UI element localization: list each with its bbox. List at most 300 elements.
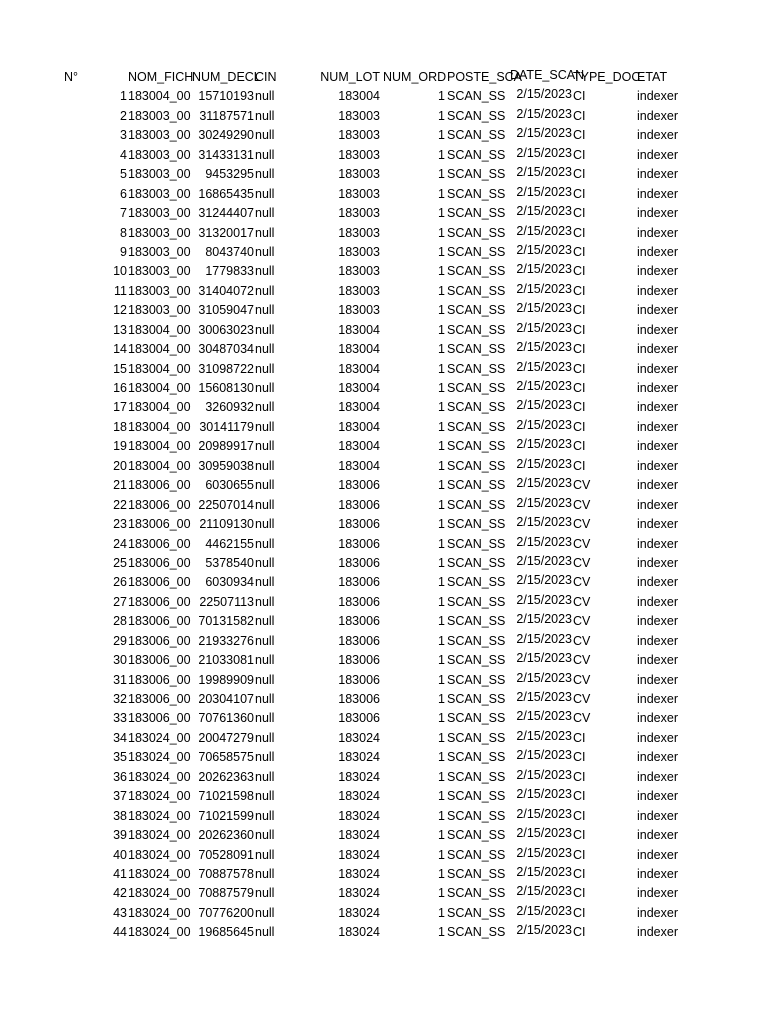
etat-cell: indexer (637, 886, 678, 901)
poste-scan-cell: SCAN_SS (447, 614, 506, 629)
nom-fich-cell: 183024_00 (128, 905, 191, 920)
num-decl-cell: 20047279 (198, 730, 254, 745)
nom-fich-cell: 183004_00 (128, 361, 191, 376)
nom-fich-cell: 183006_00 (128, 711, 191, 726)
table-row (0, 884, 768, 903)
date-scan-cell: 2/15/2023 (516, 787, 572, 802)
cin-cell: null (255, 206, 275, 221)
num-decl-cell: 15608130 (198, 381, 254, 395)
num-ord-cell: 1 (438, 517, 445, 532)
num-lot-cell: 183004 (338, 322, 380, 337)
num-ord-cell: 1 (438, 769, 445, 784)
num-decl-cell: 21033081 (198, 653, 254, 668)
row-number: 32 (113, 692, 127, 706)
num-lot-cell: 183024 (338, 808, 380, 823)
header-num-decl: NUM_DECL (192, 70, 261, 84)
row-number: 5 (120, 167, 127, 182)
row-number: 1 (120, 89, 127, 104)
nom-fich-cell: 183006_00 (128, 594, 191, 609)
etat-cell: indexer (637, 828, 678, 843)
etat-cell: indexer (637, 536, 678, 551)
num-lot-cell: 183006 (338, 692, 380, 706)
num-lot-cell: 183006 (338, 555, 380, 570)
header-date-scan: DATE_SCAN (510, 68, 585, 82)
type-doc-cell: CV (573, 555, 591, 570)
etat-cell: indexer (637, 186, 678, 201)
poste-scan-cell: SCAN_SS (447, 769, 506, 784)
num-lot-cell: 183024 (338, 905, 380, 920)
num-lot-cell: 183004 (338, 419, 380, 434)
date-scan-cell: 2/15/2023 (516, 145, 572, 160)
cin-cell: null (255, 672, 275, 687)
type-doc-cell: CV (573, 711, 591, 726)
type-doc-cell: CV (573, 478, 591, 493)
date-scan-cell: 2/15/2023 (516, 126, 572, 141)
header-num-ord: NUM_ORD (383, 70, 447, 84)
num-lot-cell: 183003 (338, 128, 380, 143)
num-ord-cell: 1 (438, 711, 445, 726)
num-decl-cell: 19989909 (198, 672, 254, 687)
num-decl-cell: 6030655 (205, 478, 254, 493)
type-doc-cell: CI (573, 730, 586, 745)
nom-fich-cell: 183003_00 (128, 264, 191, 279)
row-number: 13 (113, 322, 127, 337)
row-number: 18 (113, 419, 127, 434)
num-decl-cell: 20262360 (198, 828, 254, 843)
etat-cell: indexer (637, 847, 678, 862)
table-row (0, 379, 768, 398)
nom-fich-cell: 183006_00 (128, 692, 191, 706)
type-doc-cell: CI (573, 439, 586, 454)
table-row (0, 107, 768, 126)
poste-scan-cell: SCAN_SS (447, 692, 506, 706)
row-number: 30 (113, 653, 127, 668)
row-number: 28 (113, 614, 127, 629)
num-ord-cell: 1 (438, 789, 445, 804)
num-decl-cell: 5378540 (205, 555, 254, 570)
num-decl-cell: 30141179 (199, 419, 254, 434)
num-ord-cell: 1 (438, 555, 445, 570)
header-type-doc: TYPE_DOC (573, 70, 641, 84)
cin-cell: null (255, 730, 275, 745)
etat-cell: indexer (637, 128, 678, 143)
row-number: 43 (113, 905, 127, 920)
nom-fich-cell: 183024_00 (128, 886, 191, 901)
date-scan-cell: 2/15/2023 (516, 884, 572, 899)
num-ord-cell: 1 (438, 89, 445, 104)
num-ord-cell: 1 (438, 342, 445, 357)
etat-cell: indexer (637, 439, 678, 454)
num-lot-cell: 183003 (338, 167, 380, 182)
type-doc-cell: CV (573, 517, 591, 532)
poste-scan-cell: SCAN_SS (447, 478, 506, 493)
poste-scan-cell: SCAN_SS (447, 866, 506, 881)
num-decl-cell: 4462155 (205, 536, 254, 551)
poste-scan-cell: SCAN_SS (447, 147, 506, 162)
num-ord-cell: 1 (438, 594, 445, 609)
num-decl-cell: 70528091 (198, 847, 254, 862)
nom-fich-cell: 183006_00 (128, 536, 191, 551)
cin-cell: null (255, 711, 275, 726)
num-decl-cell: 21109130 (199, 517, 254, 532)
poste-scan-cell: SCAN_SS (447, 342, 506, 357)
num-decl-cell: 30249290 (198, 128, 254, 143)
table-row (0, 126, 768, 145)
date-scan-cell: 2/15/2023 (516, 223, 572, 238)
num-decl-cell: 30487034 (198, 342, 254, 357)
table-row (0, 651, 768, 670)
num-lot-cell: 183004 (338, 400, 380, 415)
num-lot-cell: 183024 (338, 769, 380, 784)
date-scan-cell: 2/15/2023 (516, 690, 572, 704)
num-decl-cell: 22507014 (198, 497, 254, 512)
etat-cell: indexer (637, 225, 678, 240)
poste-scan-cell: SCAN_SS (447, 517, 506, 532)
type-doc-cell: CI (573, 186, 586, 201)
nom-fich-cell: 183024_00 (128, 769, 191, 784)
cin-cell: null (255, 808, 275, 823)
type-doc-cell: CI (573, 322, 586, 337)
cin-cell: null (255, 322, 275, 337)
num-decl-cell: 71021599 (198, 808, 254, 823)
row-number: 4 (120, 147, 127, 162)
nom-fich-cell: 183024_00 (128, 750, 191, 765)
num-decl-cell: 6030934 (205, 575, 254, 590)
table-row (0, 535, 768, 554)
table-row (0, 787, 768, 806)
num-ord-cell: 1 (438, 750, 445, 765)
etat-cell: indexer (637, 730, 678, 745)
etat-cell: indexer (637, 419, 678, 434)
nom-fich-cell: 183024_00 (128, 847, 191, 862)
table-row (0, 243, 768, 262)
num-lot-cell: 183006 (338, 633, 380, 648)
etat-cell: indexer (637, 342, 678, 357)
num-decl-cell: 31244407 (198, 206, 254, 221)
poste-scan-cell: SCAN_SS (447, 206, 506, 221)
row-number: 20 (113, 458, 127, 473)
cin-cell: null (255, 886, 275, 901)
poste-scan-cell: SCAN_SS (447, 497, 506, 512)
nom-fich-cell: 183024_00 (128, 730, 191, 745)
date-scan-cell: 2/15/2023 (516, 923, 572, 938)
date-scan-cell: 2/15/2023 (516, 709, 572, 724)
num-lot-cell: 183006 (338, 478, 380, 493)
num-decl-cell: 20989917 (198, 439, 254, 454)
etat-cell: indexer (637, 866, 678, 881)
nom-fich-cell: 183003_00 (128, 186, 191, 201)
poste-scan-cell: SCAN_SS (447, 419, 506, 434)
num-lot-cell: 183003 (338, 186, 380, 201)
num-lot-cell: 183004 (338, 361, 380, 376)
table-row (0, 709, 768, 728)
date-scan-cell: 2/15/2023 (516, 515, 572, 530)
etat-cell: indexer (637, 167, 678, 182)
poste-scan-cell: SCAN_SS (447, 925, 506, 940)
table-body (0, 87, 768, 942)
etat-cell: indexer (637, 322, 678, 337)
table-row (0, 593, 768, 612)
date-scan-cell: 2/15/2023 (516, 184, 572, 199)
nom-fich-cell: 183004_00 (128, 89, 191, 104)
row-number: 10 (113, 264, 127, 279)
num-lot-cell: 183004 (338, 342, 380, 357)
num-lot-cell: 183006 (338, 711, 380, 726)
etat-cell: indexer (637, 692, 678, 706)
cin-cell: null (255, 303, 275, 318)
num-lot-cell: 183004 (338, 439, 380, 454)
num-ord-cell: 1 (438, 575, 445, 590)
table-row (0, 923, 768, 942)
type-doc-cell: CI (573, 206, 586, 221)
num-lot-cell: 183004 (338, 458, 380, 473)
num-lot-cell: 183003 (338, 283, 380, 298)
spreadsheet (0, 68, 768, 943)
header-etat: ETAT (637, 70, 668, 84)
table-row (0, 204, 768, 223)
num-lot-cell: 183006 (338, 497, 380, 512)
poste-scan-cell: SCAN_SS (447, 536, 506, 551)
type-doc-cell: CI (573, 808, 586, 823)
date-scan-cell: 2/15/2023 (516, 612, 572, 627)
date-scan-cell: 2/15/2023 (516, 864, 572, 879)
cin-cell: null (255, 828, 275, 843)
table-row (0, 826, 768, 845)
etat-cell: indexer (637, 361, 678, 376)
num-decl-cell: 70131582 (198, 614, 254, 629)
nom-fich-cell: 183006_00 (128, 497, 191, 512)
cin-cell: null (255, 847, 275, 862)
num-ord-cell: 1 (438, 692, 445, 706)
num-decl-cell: 31098722 (198, 361, 254, 376)
etat-cell: indexer (637, 808, 678, 823)
poste-scan-cell: SCAN_SS (447, 808, 506, 823)
table-row (0, 904, 768, 923)
num-ord-cell: 1 (438, 206, 445, 221)
cin-cell: null (255, 244, 275, 259)
type-doc-cell: CV (573, 575, 591, 590)
table-row (0, 301, 768, 320)
row-number: 26 (113, 575, 127, 590)
date-scan-cell: 2/15/2023 (516, 242, 572, 257)
num-decl-cell: 21933276 (198, 633, 254, 648)
table-row (0, 165, 768, 184)
row-number: 31 (113, 672, 127, 687)
date-scan-cell: 2/15/2023 (516, 359, 572, 374)
nom-fich-cell: 183006_00 (128, 517, 191, 532)
num-decl-cell: 16865435 (198, 186, 254, 201)
num-decl-cell: 31059047 (198, 303, 254, 318)
num-ord-cell: 1 (438, 828, 445, 843)
date-scan-cell: 2/15/2023 (516, 340, 572, 355)
cin-cell: null (255, 925, 275, 940)
date-scan-cell: 2/15/2023 (516, 573, 572, 588)
poste-scan-cell: SCAN_SS (447, 128, 506, 143)
table-row (0, 340, 768, 359)
date-scan-cell: 2/15/2023 (516, 728, 572, 743)
date-scan-cell: 2/15/2023 (516, 845, 572, 860)
num-ord-cell: 1 (438, 303, 445, 318)
row-number: 9 (120, 244, 127, 259)
num-lot-cell: 183024 (338, 750, 380, 765)
cin-cell: null (255, 692, 275, 706)
date-scan-cell: 2/15/2023 (516, 281, 572, 296)
table-row (0, 457, 768, 476)
num-lot-cell: 183004 (338, 381, 380, 395)
num-ord-cell: 1 (438, 361, 445, 376)
table-row (0, 146, 768, 165)
row-number: 34 (113, 730, 127, 745)
num-lot-cell: 183006 (338, 672, 380, 687)
num-lot-cell: 183024 (338, 925, 380, 940)
date-scan-cell: 2/15/2023 (516, 379, 572, 393)
num-decl-cell: 3260932 (205, 400, 254, 415)
cin-cell: null (255, 342, 275, 357)
poste-scan-cell: SCAN_SS (447, 108, 506, 123)
type-doc-cell: CI (573, 225, 586, 240)
cin-cell: null (255, 264, 275, 279)
row-number: 2 (120, 108, 127, 123)
row-number: 27 (113, 594, 127, 609)
nom-fich-cell: 183004_00 (128, 439, 191, 454)
num-ord-cell: 1 (438, 847, 445, 862)
type-doc-cell: CI (573, 419, 586, 434)
num-decl-cell: 70761360 (198, 711, 254, 726)
table-row (0, 573, 768, 592)
etat-cell: indexer (637, 633, 678, 648)
etat-cell: indexer (637, 303, 678, 318)
row-number: 15 (113, 361, 127, 376)
type-doc-cell: CV (573, 672, 591, 687)
num-ord-cell: 1 (438, 458, 445, 473)
nom-fich-cell: 183004_00 (128, 400, 191, 415)
num-decl-cell: 30063023 (198, 322, 254, 337)
etat-cell: indexer (637, 789, 678, 804)
date-scan-cell: 2/15/2023 (516, 456, 572, 471)
nom-fich-cell: 183003_00 (128, 225, 191, 240)
row-number: 6 (120, 186, 127, 201)
num-ord-cell: 1 (438, 419, 445, 434)
etat-cell: indexer (637, 497, 678, 512)
poste-scan-cell: SCAN_SS (447, 400, 506, 415)
table-row (0, 612, 768, 631)
row-number: 42 (113, 886, 127, 901)
type-doc-cell: CI (573, 925, 586, 940)
header-num-lot: NUM_LOT (320, 70, 380, 84)
nom-fich-cell: 183024_00 (128, 789, 191, 804)
row-number: 24 (113, 536, 127, 551)
table-row (0, 398, 768, 417)
date-scan-cell: 2/15/2023 (516, 320, 572, 335)
nom-fich-cell: 183004_00 (128, 381, 191, 395)
row-number: 14 (113, 342, 127, 357)
poste-scan-cell: SCAN_SS (447, 672, 506, 687)
num-ord-cell: 1 (438, 497, 445, 512)
num-ord-cell: 1 (438, 225, 445, 240)
num-decl-cell: 9453295 (205, 167, 254, 182)
date-scan-cell: 2/15/2023 (516, 495, 572, 510)
poste-scan-cell: SCAN_SS (447, 594, 506, 609)
num-ord-cell: 1 (438, 614, 445, 629)
etat-cell: indexer (637, 244, 678, 259)
type-doc-cell: CI (573, 264, 586, 279)
date-scan-cell: 2/15/2023 (516, 301, 572, 316)
row-number: 21 (113, 478, 127, 493)
nom-fich-cell: 183003_00 (128, 283, 191, 298)
cin-cell: null (255, 789, 275, 804)
nom-fich-cell: 183004_00 (128, 458, 191, 473)
poste-scan-cell: SCAN_SS (447, 167, 506, 182)
table-row (0, 437, 768, 456)
cin-cell: null (255, 419, 275, 434)
type-doc-cell: CI (573, 167, 586, 182)
type-doc-cell: CI (573, 283, 586, 298)
poste-scan-cell: SCAN_SS (447, 244, 506, 259)
num-decl-cell: 20262363 (198, 769, 254, 784)
cin-cell: null (255, 89, 275, 104)
table-row (0, 262, 768, 281)
etat-cell: indexer (637, 769, 678, 784)
date-scan-cell: 2/15/2023 (516, 748, 572, 763)
poste-scan-cell: SCAN_SS (447, 575, 506, 590)
nom-fich-cell: 183006_00 (128, 614, 191, 629)
table-row (0, 846, 768, 865)
num-decl-cell: 31433131 (198, 147, 254, 162)
row-number: 19 (113, 439, 127, 454)
num-decl-cell: 70887578 (198, 866, 254, 881)
header-nom-fich: NOM_FICH (128, 70, 194, 84)
num-ord-cell: 1 (438, 478, 445, 493)
nom-fich-cell: 183024_00 (128, 866, 191, 881)
nom-fich-cell: 183006_00 (128, 672, 191, 687)
date-scan-cell: 2/15/2023 (516, 398, 572, 413)
table-row (0, 360, 768, 379)
date-scan-cell: 2/15/2023 (516, 437, 572, 452)
table-row (0, 729, 768, 748)
row-number: 23 (113, 517, 127, 532)
etat-cell: indexer (637, 517, 678, 532)
poste-scan-cell: SCAN_SS (447, 264, 506, 279)
num-decl-cell: 20304107 (198, 692, 254, 706)
table-row (0, 224, 768, 243)
cin-cell: null (255, 128, 275, 143)
cin-cell: null (255, 905, 275, 920)
num-decl-cell: 19685645 (198, 925, 254, 940)
type-doc-cell: CI (573, 847, 586, 862)
type-doc-cell: CI (573, 866, 586, 881)
cin-cell: null (255, 186, 275, 201)
poste-scan-cell: SCAN_SS (447, 361, 506, 376)
row-number: 40 (113, 847, 127, 862)
date-scan-cell: 2/15/2023 (516, 262, 572, 277)
nom-fich-cell: 183004_00 (128, 322, 191, 337)
type-doc-cell: CI (573, 458, 586, 473)
nom-fich-cell: 183003_00 (128, 303, 191, 318)
nom-fich-cell: 183024_00 (128, 808, 191, 823)
num-lot-cell: 183024 (338, 866, 380, 881)
num-ord-cell: 1 (438, 730, 445, 745)
type-doc-cell: CI (573, 400, 586, 415)
etat-cell: indexer (637, 555, 678, 570)
num-decl-cell: 71021598 (198, 789, 254, 804)
poste-scan-cell: SCAN_SS (447, 905, 506, 920)
table-row (0, 632, 768, 651)
poste-scan-cell: SCAN_SS (447, 225, 506, 240)
date-scan-cell: 2/15/2023 (516, 534, 572, 549)
cin-cell: null (255, 536, 275, 551)
date-scan-cell: 2/15/2023 (516, 553, 572, 568)
etat-cell: indexer (637, 594, 678, 609)
